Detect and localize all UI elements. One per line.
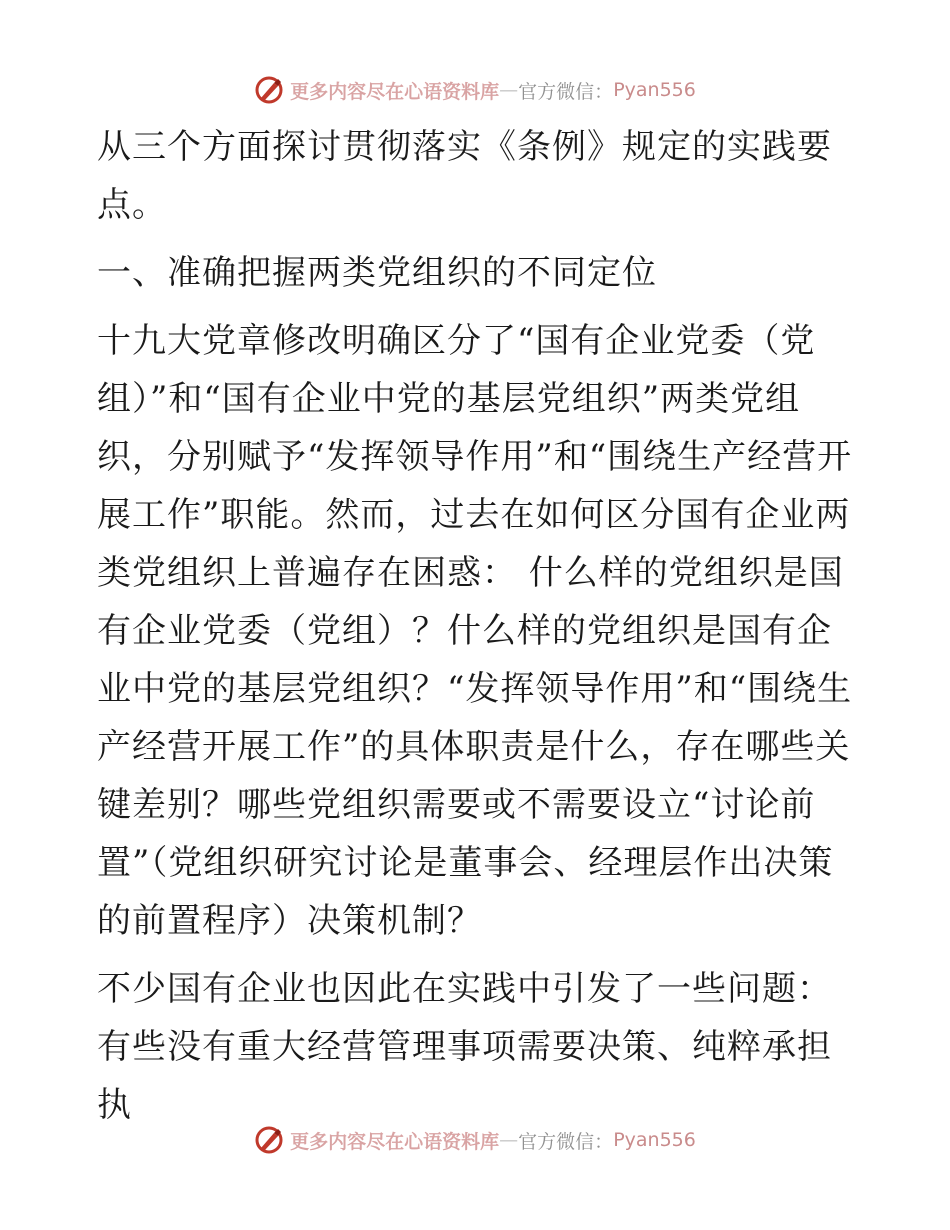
paragraph-intro: 从三个方面探讨贯彻落实《条例》规定的实践要点。 xyxy=(97,127,832,225)
pen-circle-icon xyxy=(254,1125,284,1155)
section-heading: 一、准确把握两类党组织的不同定位 xyxy=(97,253,657,293)
paragraph-main: 十九大党章修改明确区分了“国有企业党委（党组）”和“国有企业中党的基层党组织”两类党组织，分别赋予“发挥领导作用”和“围绕生产经营开展工作”职能。然而，过去在如何区分国有企业两类党组织上普遍存在困惑： 什么样的党组织是国有企业党委（党组）？什么样的党组织是国有企业中党的基层党组织？“发挥领导作用”和“围绕生产经营开展工作”的具体职责是什么，存在哪些关键差别？哪些党组织需要或不需要设立“讨论前置”（党组织研究讨论是董事会、经理层作出决策的前置程序）决策机制？ xyxy=(97,321,853,941)
watermark-separator: — xyxy=(499,1129,519,1151)
footer-watermark xyxy=(0,1120,950,1160)
watermark-official-label: 官方微信： xyxy=(518,1130,614,1153)
watermark-brand: 更多内容尽在心语资料库 xyxy=(290,1130,500,1153)
watermark-separator: — xyxy=(499,79,519,101)
paragraph-issues: 不少国有企业也因此在实践中引发了一些问题：有些没有重大经营管理事项需要决策、纯粹承担执 xyxy=(97,969,832,1125)
document-body xyxy=(97,118,857,1134)
watermark-brand: 更多内容尽在心语资料库 xyxy=(290,80,500,103)
watermark-account: Pyan556 xyxy=(613,79,696,101)
pen-circle-icon xyxy=(254,75,284,105)
header-watermark xyxy=(0,70,950,110)
watermark-account: Pyan556 xyxy=(613,1129,696,1151)
watermark-official-label: 官方微信： xyxy=(518,80,614,103)
